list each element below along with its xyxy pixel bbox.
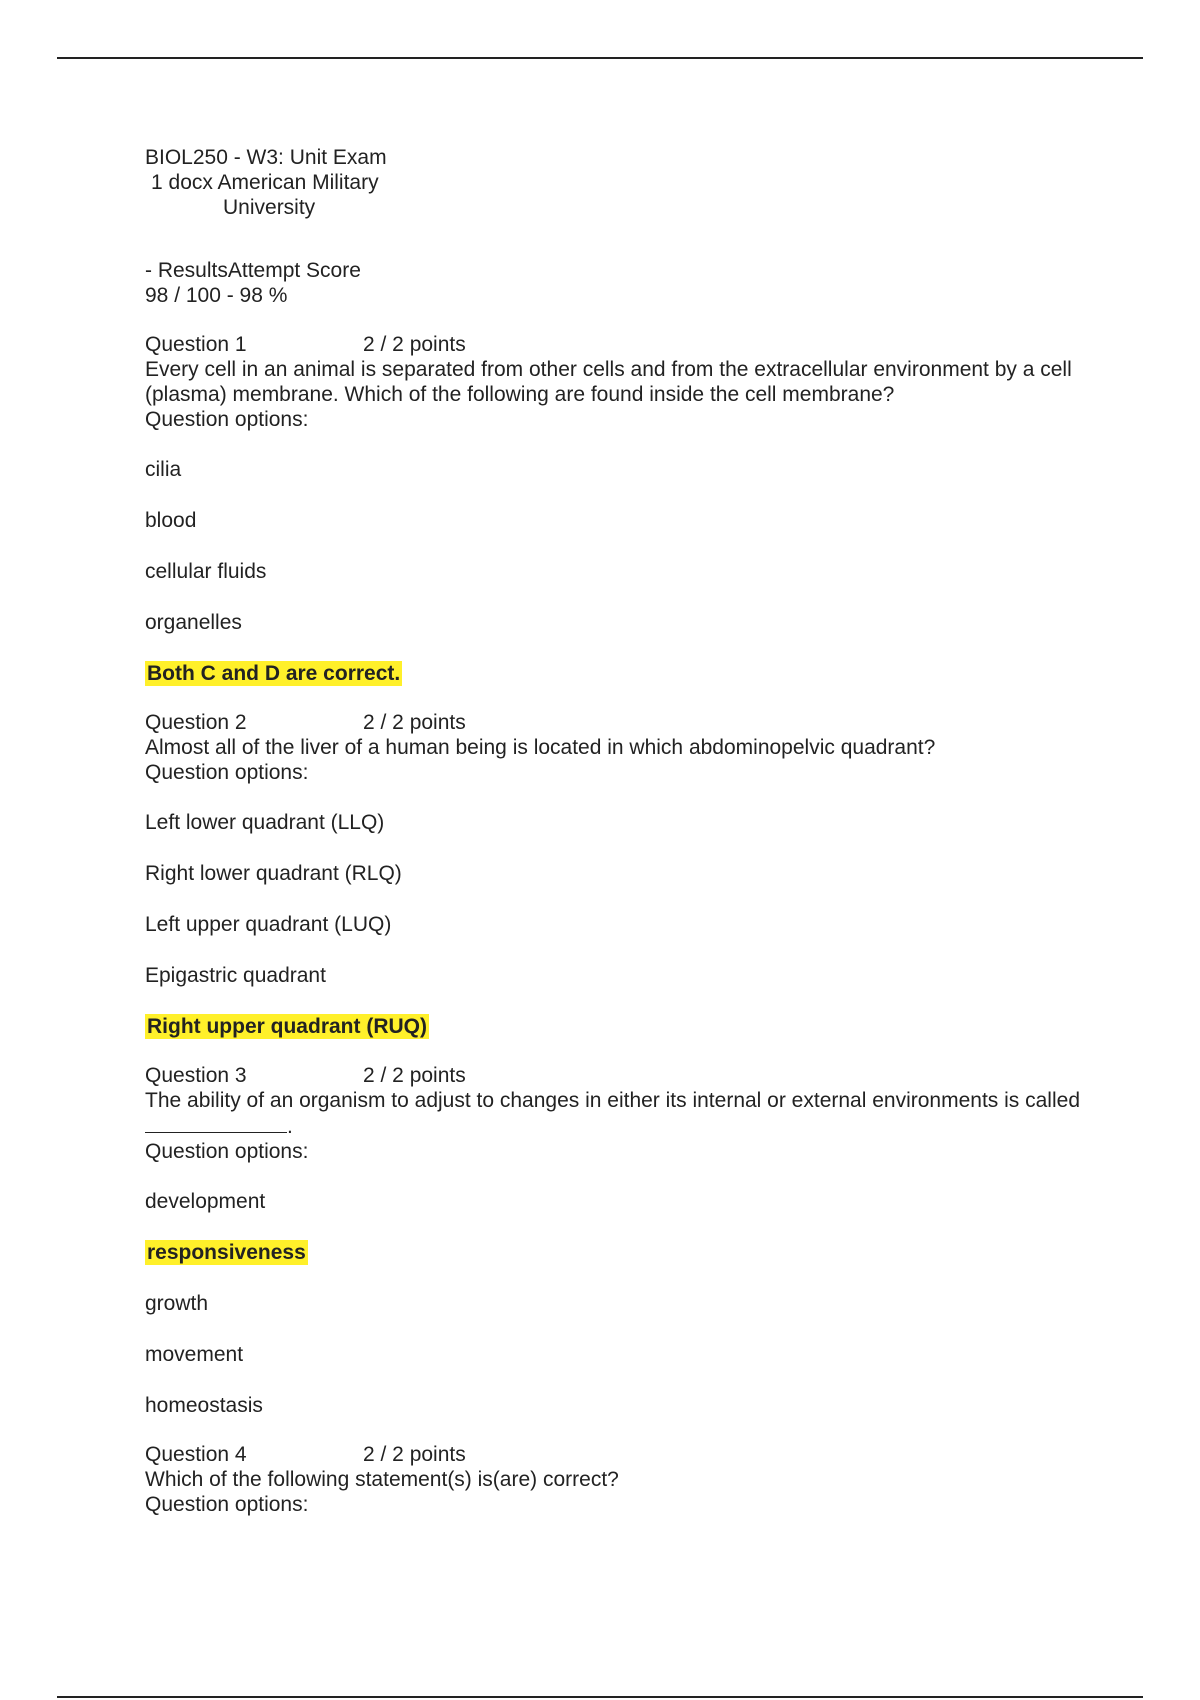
question-3 — [145, 1063, 1105, 1418]
question-header — [145, 1442, 1105, 1467]
title-line: BIOL250 - W3: Unit Exam — [145, 146, 387, 169]
attempt-results — [145, 258, 1105, 308]
option: development — [145, 1190, 266, 1213]
document-body — [145, 145, 1105, 1517]
question-points: 2 / 2 points — [363, 333, 466, 356]
bottom-rule — [57, 1696, 1143, 1698]
option: cilia — [145, 458, 182, 481]
question-text: Every cell in an animal is separated from other cells and from the extracellular environment by a cell (plasma) membrane. Which of the following are found inside the cell membrane? — [145, 358, 1072, 406]
question-text: Almost all of the liver of a human being is located in which abdominopelvic quadrant? — [145, 736, 936, 759]
options-list — [145, 810, 1105, 1039]
options-list — [145, 1189, 1105, 1418]
options-list — [145, 457, 1105, 686]
question-number: Question 4 — [145, 1443, 247, 1466]
question-options-label: Question options: — [145, 1140, 309, 1163]
question-header — [145, 710, 1105, 735]
question-header — [145, 332, 1105, 357]
question-points: 2 / 2 points — [363, 1064, 466, 1087]
option: Epigastric quadrant — [145, 964, 326, 987]
question-2 — [145, 710, 1105, 1039]
question-options-label: Question options: — [145, 1493, 309, 1516]
question-number: Question 3 — [145, 1064, 247, 1087]
option: movement — [145, 1343, 244, 1366]
question-text: Which of the following statement(s) is(are) correct? — [145, 1468, 619, 1491]
fill-in-blank — [145, 1113, 287, 1133]
question-number: Question 2 — [145, 711, 247, 734]
option: blood — [145, 509, 197, 532]
title-line: 1 docx American Military — [151, 171, 379, 194]
option: organelles — [145, 611, 242, 634]
option: homeostasis — [145, 1394, 263, 1417]
attempt-score: 98 / 100 - 98 % — [145, 284, 288, 307]
question-1 — [145, 332, 1105, 686]
question-options-label: Question options: — [145, 408, 309, 431]
question-4 — [145, 1442, 1105, 1517]
title-line: University — [223, 196, 316, 219]
top-rule — [57, 57, 1143, 59]
question-points: 2 / 2 points — [363, 711, 466, 734]
correct-option: Both C and D are correct. — [147, 662, 401, 685]
question-number: Question 1 — [145, 333, 247, 356]
option: Right lower quadrant (RLQ) — [145, 862, 402, 885]
option: growth — [145, 1292, 209, 1315]
question-header — [145, 1063, 1105, 1088]
option: Left lower quadrant (LLQ) — [145, 811, 385, 834]
correct-option: responsiveness — [147, 1241, 306, 1264]
question-points: 2 / 2 points — [363, 1443, 466, 1466]
option: Left upper quadrant (LUQ) — [145, 913, 392, 936]
correct-option: Right upper quadrant (RUQ) — [147, 1015, 427, 1038]
option: cellular fluids — [145, 560, 267, 583]
document-title — [145, 145, 1105, 220]
question-options-label: Question options: — [145, 761, 309, 784]
question-text: The ability of an organism to adjust to changes in either its internal or external environments is called. — [145, 1089, 1080, 1138]
results-label: - ResultsAttempt Score — [145, 259, 361, 282]
